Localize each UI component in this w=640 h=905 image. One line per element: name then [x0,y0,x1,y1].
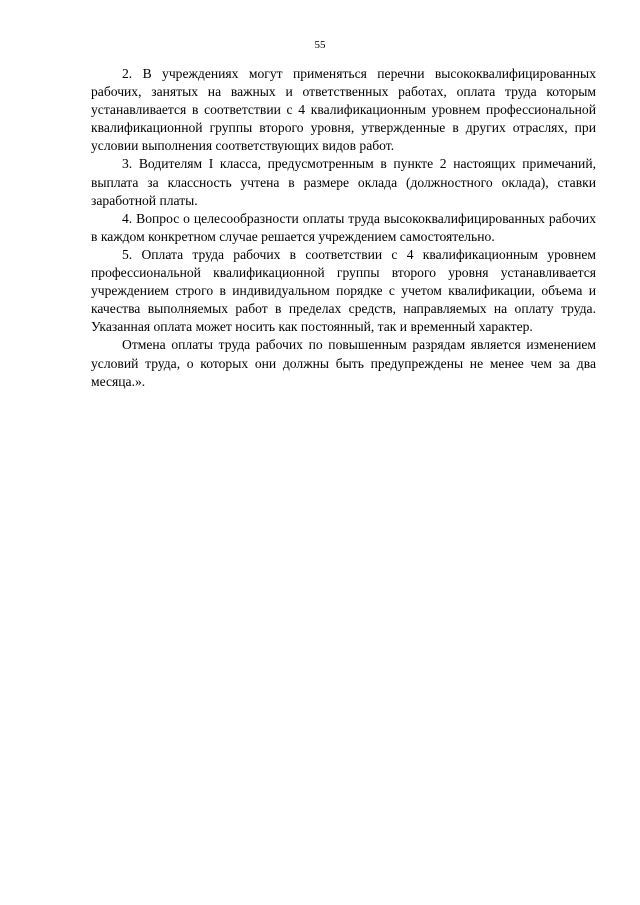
paragraph-item-3: 3. Водителям I класса, предусмотренным в пункте 2 настоящих примечаний, выплата за классность учтена в размере оклада (должностного оклада), ставки заработной платы. [91,156,596,208]
document-body [91,65,596,391]
paragraph-item-4: 4. Вопрос о целесообразности оплаты труда высококвалифицированных рабочих в каждом конкретном случае решается учреждением самостоятельно. [91,210,596,244]
page-number: 55 [314,39,326,51]
paragraph-item-2: 2. В учреждениях могут применяться перечни высококвалифицированных рабочих, занятых на важных и ответственных работах, оплата труда которым устанавливается в соответствии с 4 квалификационным уровнем профессиональной квалификационной группы второго уровня, утвержденные в других отраслях, при условии выполнения соответствующих видов работ. [91,66,596,154]
paragraph-cancellation-note: Отмена оплаты труда рабочих по повышенным разрядам является изменением условий труда, о которых они должны быть предупреждены не менее чем за два месяца.». [91,337,596,389]
paragraph-item-5: 5. Оплата труда рабочих в соответствии с 4 квалификационным уровнем профессиональной квалификационной группы второго уровня устанавливается учреждением строго в индивидуальном порядке с учетом квалификации, объема и качества выполняемых работ в пределах средств, направляемых на оплату труда. Указанная оплата может носить как постоянный, так и временный характер. [91,246,596,335]
